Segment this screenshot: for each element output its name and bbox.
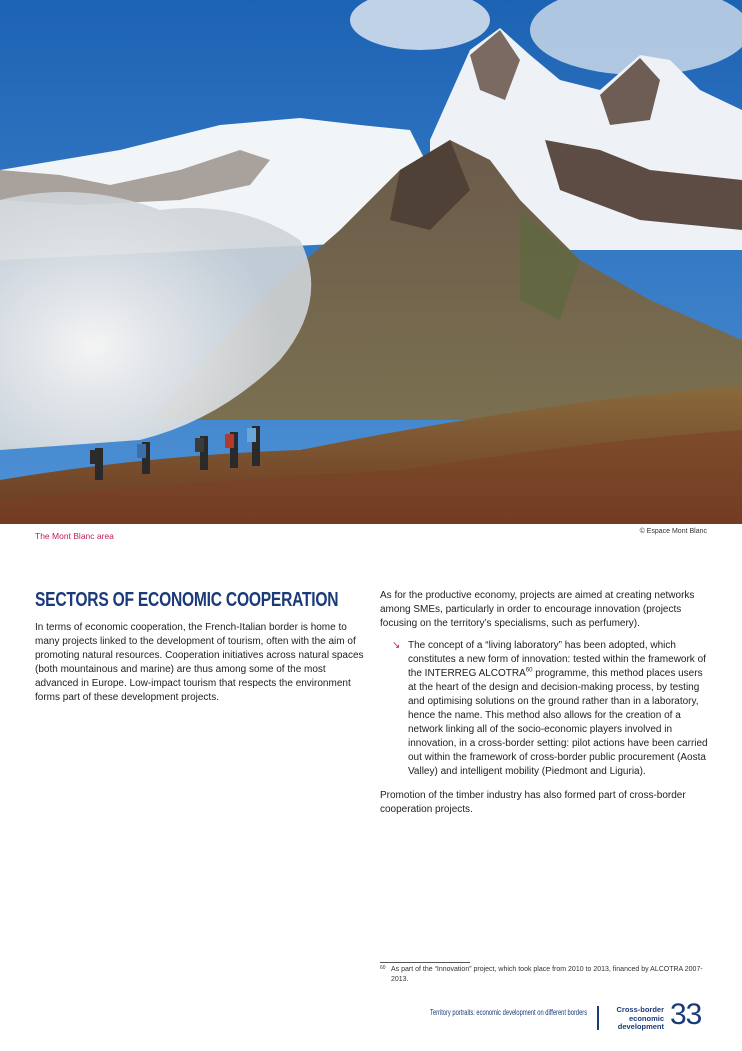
- bullet-item: [380, 639, 710, 779]
- footer-section-line: Cross-border: [616, 1005, 664, 1014]
- footnote-reference[interactable]: 60: [525, 667, 533, 674]
- right-intro-paragraph: As for the productive economy, projects are aimed at creating networks among SMEs, particularly in order to encourage innovation (projects focusing on the territory’s specialisms, such as perfumery).: [380, 590, 695, 629]
- footer-section-label: [604, 1006, 664, 1032]
- right-closing-paragraph: Promotion of the timber industry has also formed part of cross-border cooperation projects.: [380, 790, 686, 815]
- page-number: 33: [670, 998, 702, 1031]
- mountain-landscape-icon: [0, 0, 742, 524]
- footnote-text: As part of the “Innovation” project, which took place from 2010 to 2013, financed by ALCOTRA 2007-2013.: [391, 966, 703, 983]
- footnote-divider: [380, 962, 470, 963]
- running-title: Territory portraits: economic development on different borders: [430, 1008, 588, 1017]
- footnote-number: 60: [380, 965, 386, 971]
- bullet-text-end: programme, this method places users at the heart of the design and decision-making process, by testing and optimising solutions on the ground rather than in a laboratory, hence the name. This method also allows for the creation of a network linking all of the socio-economic players involved in innovation, in a cross-border setting: pilot actions have been carried out within the framework of cross-border public procurement (Aosta Valley) and intelligent mobility (Piedmont and Liguria).: [408, 668, 708, 777]
- bullet-text-start: The concept of a “living laboratory” has been adopted, which constitutes a new form of innovation: tested within the framework of the INTERREG ALCOTRA: [408, 640, 706, 679]
- photo-credit: © Espace Mont Blanc: [639, 528, 707, 535]
- footnote: [380, 965, 710, 985]
- footer-divider: [597, 1006, 599, 1030]
- footer-section-line: development: [617, 1022, 664, 1031]
- right-column: [380, 589, 710, 825]
- arrow-bullet-icon: ↘: [392, 640, 401, 651]
- section-heading: SECTORS OF ECONOMIC COOPERATION: [35, 589, 339, 611]
- photo-caption: The Mont Blanc area: [35, 531, 114, 541]
- mountain-photo: [0, 0, 742, 524]
- left-paragraph: In terms of economic cooperation, the French-Italian border is home to many projects linked to the development of tourism, often with the aim of promoting natural resources. Cooperation initiatives across natural spaces (both mountainous and marine) are thus among some of the most advanced in Europe. Low-impact tourism that respects the environment forms part of these development projects.: [35, 622, 364, 703]
- footer-section-line: economic: [628, 1013, 664, 1023]
